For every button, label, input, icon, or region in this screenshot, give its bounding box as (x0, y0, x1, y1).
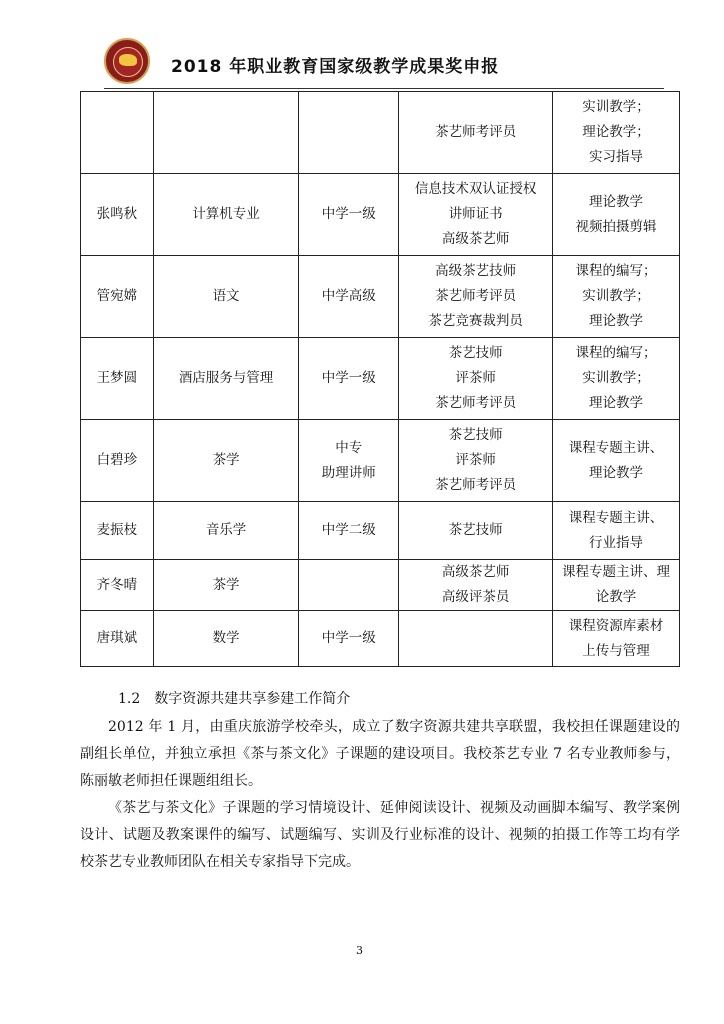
role-cell-line: 课程资源库素材 (568, 617, 664, 634)
title-cell-line: 中学二级 (321, 522, 376, 538)
role-cell (553, 338, 680, 420)
page-number: 3 (356, 944, 363, 957)
teacher-name-cell: 管宛嫦 (81, 256, 154, 338)
certificate-cell-line: 讲师证书 (448, 206, 503, 222)
certificate-cell-line: 信息技术双认证授权 (414, 181, 537, 197)
major-cell: 茶学 (153, 420, 299, 502)
role-cell-line: 理论教学 (589, 193, 644, 210)
role-cell (553, 174, 680, 256)
role-cell (553, 611, 680, 667)
title-cell (299, 611, 399, 667)
header-title: 2018 年职业教育国家级教学成果奖申报 (171, 57, 500, 77)
title-cell-line: 中专 (335, 439, 363, 456)
table-row (81, 420, 680, 502)
certificate-cell (399, 338, 553, 420)
certificate-cell (399, 92, 553, 174)
teacher-name-cell: 齐冬晴 (81, 560, 154, 611)
certificate-cell-line: 茶艺技师 (448, 522, 503, 538)
teacher-name-cell: 白碧珍 (81, 420, 154, 502)
certificate-cell-line: 高级评茶员 (441, 589, 510, 605)
table-row (81, 338, 680, 420)
title-cell (299, 338, 399, 420)
title-cell (299, 256, 399, 338)
role-cell-line: 实训教学； (582, 99, 650, 115)
certificate-cell (399, 560, 553, 611)
major-cell (153, 92, 299, 174)
section-title: 1.2 数字资源共建共享参建工作简介 (118, 691, 351, 707)
major-cell: 计算机专业 (153, 174, 299, 256)
certificate-cell-line: 高级茶艺技师 (435, 263, 517, 279)
major-cell: 语文 (153, 256, 299, 338)
certificate-cell-line: 评茶师 (455, 370, 496, 386)
title-cell-line: 中学一级 (321, 370, 376, 386)
teacher-name-cell (81, 92, 154, 174)
certificate-cell-line: 茶艺技师 (448, 427, 503, 443)
certificate-cell-line: 评茶师 (455, 452, 496, 468)
role-cell (553, 420, 680, 502)
certificate-cell-line: 茶艺竞赛裁判员 (428, 313, 523, 329)
role-cell-line: 课程的编写； (575, 263, 657, 279)
role-cell-line: 课程专题主讲、 (568, 509, 664, 526)
paragraph: 《茶艺与茶文化》子课题的学习情境设计、延伸阅读设计、视频及动画脚本编写、教学案例设计、试题及教案课件的编写、试题编写、实训及行业标准的设计、视频的拍摄工作等工均有学校茶艺专业教师团队在相关专家指导下完成。 (80, 800, 680, 870)
school-logo-icon (104, 38, 150, 84)
title-cell (299, 92, 399, 174)
teacher-name-cell: 麦振枝 (81, 502, 154, 560)
title-cell-line: 助理讲师 (321, 464, 376, 481)
certificate-cell-line: 茶艺师考评员 (435, 288, 517, 304)
role-cell (553, 256, 680, 338)
title-cell (299, 502, 399, 560)
table-row (81, 174, 680, 256)
role-cell-line: 理论教学 (589, 313, 644, 329)
role-cell (553, 92, 680, 174)
title-cell-line: 中学一级 (321, 630, 376, 646)
role-cell-line: 课程专题主讲、 (568, 439, 664, 456)
title-cell (299, 174, 399, 256)
role-cell-line: 实习指导 (589, 149, 644, 165)
staff-table (80, 91, 680, 667)
teacher-name-cell: 张鸣秋 (81, 174, 154, 256)
table-row (81, 502, 680, 560)
certificate-cell-line: 茶艺师考评员 (435, 477, 517, 493)
role-cell (553, 560, 680, 611)
certificate-cell-line: 茶艺师考评员 (435, 124, 517, 140)
role-cell-line: 课程专题主讲、理 (562, 564, 671, 580)
role-cell-line: 理论教学 (589, 464, 644, 481)
role-cell-line: 理论教学； (582, 124, 650, 140)
paragraph: 2012 年 1 月，由重庆旅游学校牵头，成立了数字资源共建共享联盟，我校担任课题建设的副组长单位，并独立承担《茶与茶文化》子课题的建设项目。我校茶艺专业 7 名专业教师参与，陈丽敏老师担任课题组组长。 (80, 719, 680, 789)
title-cell (299, 560, 399, 611)
title-cell-line: 中学一级 (321, 206, 376, 222)
certificate-cell (399, 611, 553, 667)
table-row (81, 256, 680, 338)
certificate-cell (399, 256, 553, 338)
major-cell: 音乐学 (153, 502, 299, 560)
role-cell-line: 行业指导 (589, 534, 644, 551)
certificate-cell-line: 茶艺师考评员 (435, 395, 517, 411)
certificate-cell-line: 茶艺技师 (448, 345, 503, 361)
teacher-name-cell: 王梦圆 (81, 338, 154, 420)
certificate-cell-line: 高级茶艺师 (441, 231, 510, 247)
table-row (81, 92, 680, 174)
role-cell (553, 502, 680, 560)
title-cell (299, 420, 399, 502)
teacher-name-cell: 唐琪斌 (81, 611, 154, 667)
certificate-cell (399, 502, 553, 560)
certificate-cell-line: 高级茶艺师 (441, 564, 510, 580)
role-cell-line: 实训教学； (582, 288, 650, 304)
role-cell-line: 视频拍摄剪辑 (575, 218, 657, 235)
role-cell-line: 实训教学； (582, 370, 650, 386)
major-cell: 茶学 (153, 560, 299, 611)
table-row (81, 560, 680, 611)
title-cell-line: 中学高级 (321, 288, 376, 304)
certificate-cell (399, 420, 553, 502)
major-cell: 酒店服务与管理 (153, 338, 299, 420)
header-divider (104, 88, 664, 89)
certificate-cell (399, 174, 553, 256)
role-cell-line: 论教学 (595, 589, 637, 605)
role-cell-line: 理论教学 (589, 395, 644, 411)
role-cell-line: 课程的编写； (575, 345, 657, 361)
major-cell: 数学 (153, 611, 299, 667)
role-cell-line: 上传与管理 (582, 642, 650, 659)
table-row (81, 611, 680, 667)
